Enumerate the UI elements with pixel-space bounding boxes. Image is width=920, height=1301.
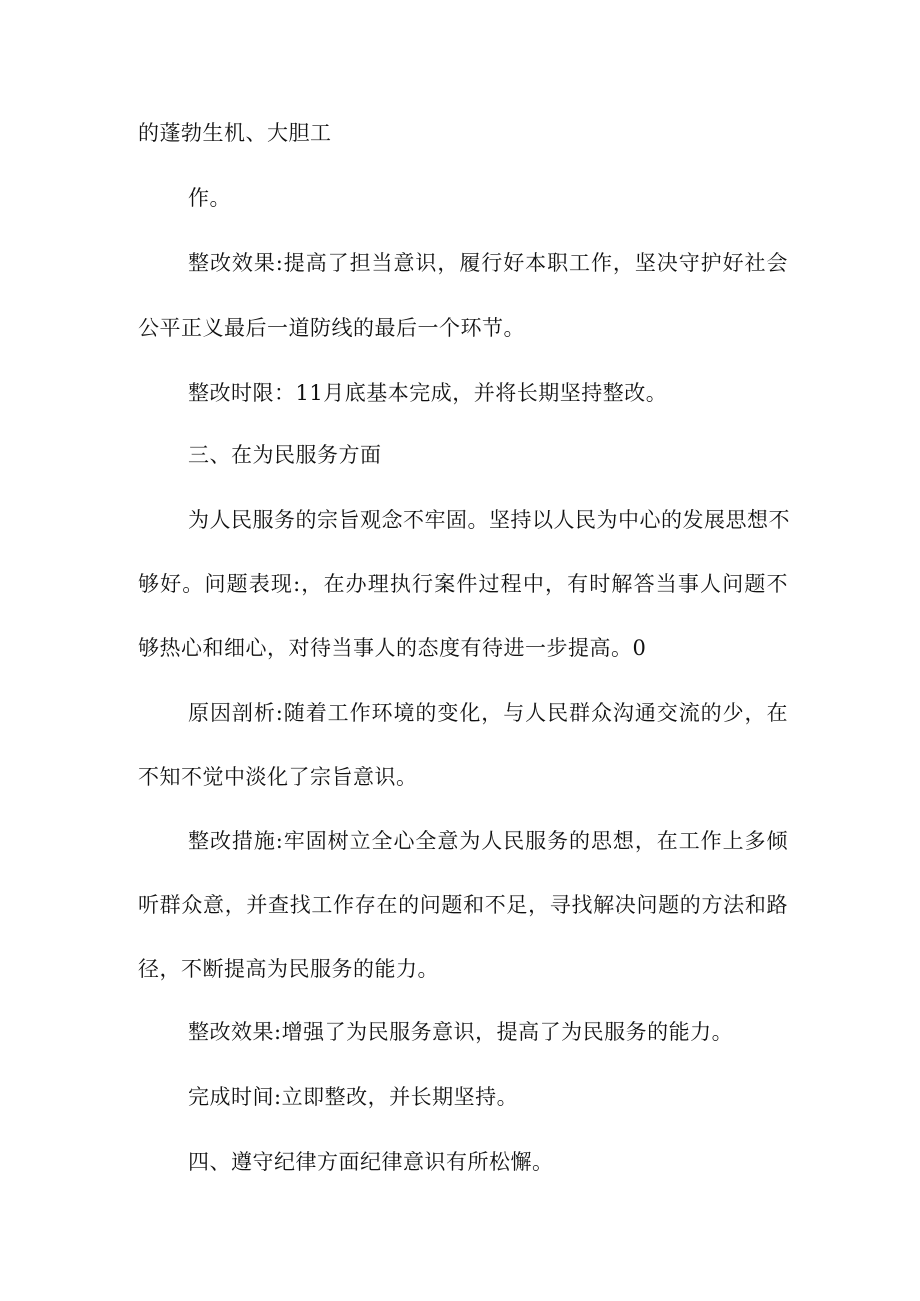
text-line-14: 径，不断提高为民服务的能力。 [138, 957, 439, 981]
text-line-9: 够热心和细心，对待当事人的态度有待进一步提高。0 [138, 636, 647, 660]
section-heading-3: 三、在为民服务方面 [188, 443, 382, 467]
text-line-8: 够好。问题表现:，在办理执行案件过程中，有时解答当事人问题不 [138, 572, 788, 596]
text-line-1: 的蓬勃生机、大胆工 [138, 121, 332, 145]
text-line-15: 整改效果:增强了为民服务意识，提高了为民服务的能力。 [188, 1020, 734, 1044]
text-line-5: 整改时限：11月底基本完成，并将长期坚持整改。 [188, 381, 668, 405]
section-heading-4: 四、遵守纪律方面纪律意识有所松懈。 [188, 1150, 554, 1174]
text-line-13: 听群众意，并查找工作存在的问题和不足，寻找解决问题的方法和路 [138, 893, 788, 917]
text-line-11: 不知不觉中淡化了宗旨意识。 [138, 765, 418, 789]
text-line-12: 整改措施:牢固树立全心全意为人民服务的思想，在工作上多倾 [188, 829, 788, 853]
text-line-7: 为人民服务的宗旨观念不牢固。坚持以人民为中心的发展思想不 [188, 508, 790, 532]
text-line-10: 原因剖析:随着工作环境的变化，与人民群众沟通交流的少，在 [188, 701, 788, 725]
text-line-2: 作。 [188, 186, 231, 210]
text-line-4: 公平正义最后一道防线的最后一个环节。 [138, 316, 525, 340]
text-line-16: 完成时间:立即整改，并长期坚持。 [188, 1085, 519, 1109]
text-line-3: 整改效果:提高了担当意识，履行好本职工作，坚决守护好社会 [188, 251, 788, 275]
